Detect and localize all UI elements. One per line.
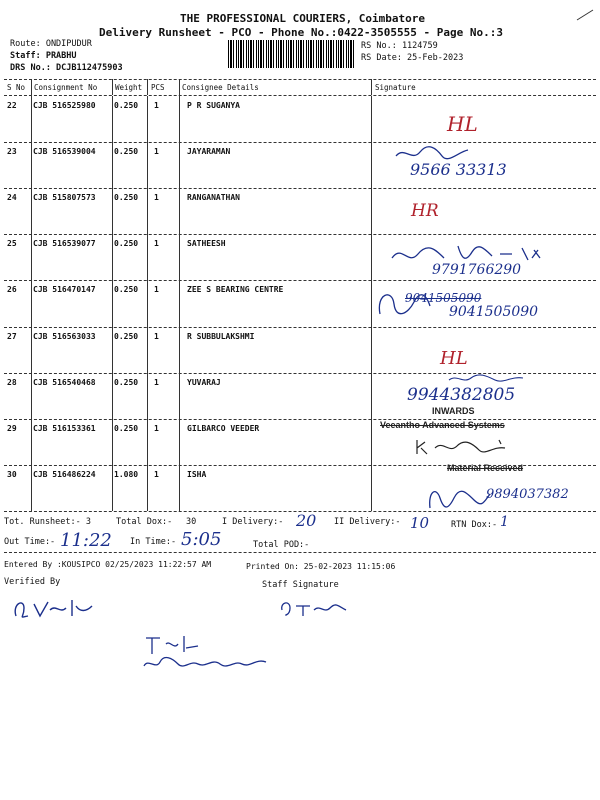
barcode <box>228 40 354 68</box>
signature-phone-30: 9894037382 <box>486 487 569 502</box>
entered-by: Entered By :KOUSIPCO 02/25/2023 11:22:57 AM <box>4 560 212 569</box>
column-separator <box>31 465 32 511</box>
column-separator <box>147 96 148 142</box>
signature-mark-28: HL <box>440 348 468 369</box>
cell-weight: 0.250 <box>114 239 139 248</box>
column-separator <box>112 188 113 234</box>
staff-signature <box>276 596 356 620</box>
column-separator <box>147 373 148 419</box>
column-separator <box>371 188 372 234</box>
signature-scribble-28 <box>447 372 527 386</box>
total-dox-value: 30 <box>186 517 197 527</box>
column-separator <box>179 465 180 511</box>
cell-consignee: GILBARCO VEEDER <box>187 424 260 433</box>
times-divider <box>4 552 596 553</box>
cell-consignee: ISHA <box>187 470 207 479</box>
cell-weight: 0.250 <box>114 378 139 387</box>
column-separator <box>179 280 180 327</box>
cell-consignee: R SUBBULAKSHMI <box>187 332 255 341</box>
cell-sno: 25 <box>7 239 17 248</box>
cell-sno: 23 <box>7 147 17 156</box>
cell-sno: 26 <box>7 285 17 294</box>
cell-pcs: 1 <box>154 147 159 156</box>
cell-consignment: CJB 515807573 <box>33 193 96 202</box>
col-weight: Weight <box>115 83 143 92</box>
cell-pcs: 1 <box>154 285 159 294</box>
column-separator <box>31 327 32 373</box>
row-divider <box>4 419 596 420</box>
column-separator <box>31 96 32 142</box>
cell-sno: 28 <box>7 378 17 387</box>
total-runsheet: Tot. Runsheet:- 3 <box>4 517 91 527</box>
total-dox-label: Total Dox:- <box>116 517 173 527</box>
corner-mark-icon <box>575 8 595 22</box>
ii-delivery-label: II Delivery:- <box>334 517 401 527</box>
cell-weight: 0.250 <box>114 424 139 433</box>
verifier-signature <box>10 594 100 624</box>
column-separator <box>371 327 372 373</box>
cell-consignee: RANGANATHAN <box>187 193 240 202</box>
column-separator <box>371 419 372 465</box>
column-separator <box>112 419 113 465</box>
company-title: THE PROFESSIONAL COURIERS, Coimbatore <box>180 12 426 25</box>
cell-weight: 0.250 <box>114 332 139 341</box>
cell-pcs: 1 <box>154 378 159 387</box>
cell-sno: 30 <box>7 470 17 479</box>
signature-scribble-30 <box>424 484 494 514</box>
col-consignee: Consignee Details <box>182 83 259 92</box>
column-separator <box>112 234 113 280</box>
cell-sno: 22 <box>7 101 17 110</box>
printed-on: Printed On: 25-02-2023 11:15:06 <box>246 562 396 571</box>
column-separator <box>31 373 32 419</box>
in-time-label: In Time:- <box>130 537 177 547</box>
col-pcs: PCS <box>151 83 165 92</box>
initials-signature <box>138 630 288 674</box>
cell-pcs: 1 <box>154 424 159 433</box>
column-separator <box>31 419 32 465</box>
cell-pcs: 1 <box>154 332 159 341</box>
column-separator <box>147 465 148 511</box>
signature-scribble-29 <box>413 436 513 458</box>
col-signature: Signature <box>375 83 416 92</box>
rtn-dox-value: 1 <box>500 514 509 530</box>
cell-consignee: YUVARAJ <box>187 378 221 387</box>
cell-consignment: CJB 516539077 <box>33 239 96 248</box>
row-divider <box>4 234 596 235</box>
rtn-dox-label: RTN Dox:- <box>451 520 498 530</box>
cell-consignment: CJB 516540468 <box>33 378 96 387</box>
runsheet-title: Delivery Runsheet - PCO - Phone No.:0422-3505555 - Page No.:3 <box>99 26 503 39</box>
cell-weight: 0.250 <box>114 285 139 294</box>
cell-weight: 0.250 <box>114 101 139 110</box>
column-separator <box>371 234 372 280</box>
column-separator <box>179 234 180 280</box>
signature-phone-23: 9566 33313 <box>410 160 507 179</box>
cell-weight: 0.250 <box>114 147 139 156</box>
column-separator <box>371 280 372 327</box>
cell-weight: 1.080 <box>114 470 139 479</box>
column-separator <box>179 142 180 188</box>
cell-consignment: CJB 516470147 <box>33 285 96 294</box>
column-separator <box>371 373 372 419</box>
column-separator <box>147 327 148 373</box>
route-label: Route: ONDIPUDUR <box>10 39 92 49</box>
i-delivery-label: I Delivery:- <box>222 517 284 527</box>
cell-sno: 27 <box>7 332 17 341</box>
col-consignment: Consignment No <box>34 83 98 92</box>
column-separator <box>147 142 148 188</box>
col-sno: S No <box>7 83 26 92</box>
ii-delivery-value: 10 <box>410 514 430 532</box>
column-separator <box>179 373 180 419</box>
column-separator <box>31 188 32 234</box>
cell-consignment: CJB 516486224 <box>33 470 96 479</box>
column-separator <box>112 373 113 419</box>
column-separator <box>31 280 32 327</box>
column-separator <box>112 142 113 188</box>
signature-phone-28: 9944382805 <box>407 385 516 405</box>
stamp-material-received: Material Received <box>447 463 524 473</box>
signature-phone-26-struck: 9041505090 <box>405 291 482 305</box>
cell-pcs: 1 <box>154 193 159 202</box>
i-delivery-value: 20 <box>296 511 317 530</box>
column-separator <box>147 188 148 234</box>
cell-pcs: 1 <box>154 101 159 110</box>
cell-pcs: 1 <box>154 470 159 479</box>
signature-phone-26: 9041505090 <box>449 304 539 320</box>
cell-consignee: JAYARAMAN <box>187 147 231 156</box>
cell-sno: 24 <box>7 193 17 202</box>
rs-number: RS No.: 1124759 <box>361 41 438 51</box>
total-pod-label: Total POD:- <box>253 540 310 550</box>
cell-sno: 29 <box>7 424 17 433</box>
cell-consignee: SATHEESH <box>187 239 226 248</box>
signature-row-22: HL <box>447 112 478 136</box>
out-time-label: Out Time:- <box>4 537 56 547</box>
column-separator <box>371 96 372 142</box>
column-separator <box>147 419 148 465</box>
column-separator <box>179 188 180 234</box>
cell-pcs: 1 <box>154 239 159 248</box>
column-separator <box>31 234 32 280</box>
cell-consignment: CJB 516563033 <box>33 332 96 341</box>
cell-consignment: CJB 516525980 <box>33 101 96 110</box>
column-separator <box>112 280 113 327</box>
column-separator <box>179 327 180 373</box>
column-separator <box>147 280 148 327</box>
stamp-inwards: INWARDS <box>432 406 475 416</box>
column-separator <box>179 419 180 465</box>
staff-label: Staff: PRABHU <box>10 51 77 61</box>
column-separator <box>31 142 32 188</box>
column-separator <box>179 96 180 142</box>
in-time-value: 5:05 <box>181 529 222 550</box>
verified-by-label: Verified By <box>4 577 61 587</box>
cell-consignment: CJB 516539004 <box>33 147 96 156</box>
staff-signature-label: Staff Signature <box>262 580 339 590</box>
cell-consignment: CJB 516153361 <box>33 424 96 433</box>
column-separator <box>371 142 372 188</box>
row-divider <box>4 188 596 189</box>
row-divider <box>4 142 596 143</box>
signature-phone-25: 9791766290 <box>432 262 522 278</box>
row-divider <box>4 327 596 328</box>
signature-row-24: HR <box>411 201 439 221</box>
cell-consignee: ZEE S BEARING CENTRE <box>187 285 284 294</box>
stamp-company: Veeantho Advanced Systems <box>380 420 505 430</box>
column-separator <box>371 465 372 511</box>
column-separator <box>112 96 113 142</box>
column-separator <box>112 465 113 511</box>
cell-consignee: P R SUGANYA <box>187 101 240 110</box>
row-divider <box>4 280 596 281</box>
column-separator <box>147 234 148 280</box>
out-time-value: 11:22 <box>60 530 112 551</box>
drs-number: DRS No.: DCJB112475903 <box>10 63 123 73</box>
column-separator <box>112 327 113 373</box>
rs-date: RS Date: 25-Feb-2023 <box>361 53 464 63</box>
cell-weight: 0.250 <box>114 193 139 202</box>
